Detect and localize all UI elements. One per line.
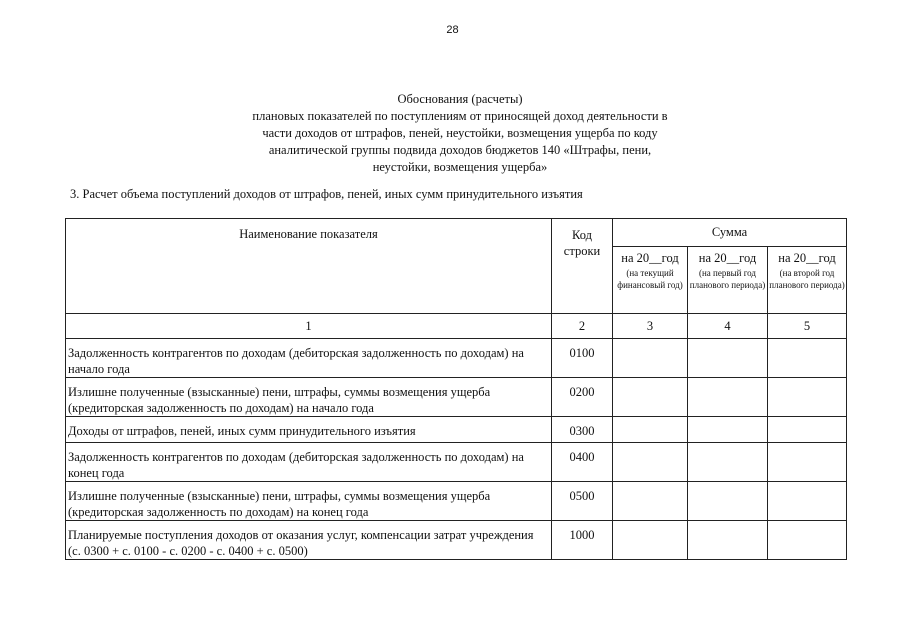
column-number: 4 [688,314,768,339]
row-code: 0200 [552,378,613,417]
year-note: (на первый год планового периода) [689,268,766,290]
row-label: Излишне полученные (взысканные) пени, штрафы, суммы возмещения ущерба (кредиторская задолженность по доходам) на конец года [66,482,552,521]
column-header-year-current [613,247,688,314]
title-line: Обоснования (расчеты) [397,92,523,106]
column-header-year-second-plan [768,247,847,314]
column-number: 3 [613,314,688,339]
table-row [66,417,847,443]
title-line: неустойки, возмещения ущерба» [372,160,548,174]
value-cell [768,339,847,378]
column-header-code [552,219,613,314]
value-cell [768,378,847,417]
value-cell [768,521,847,560]
row-label: Доходы от штрафов, пеней, иных сумм принудительного изъятия [66,417,552,443]
document-title [180,91,740,176]
table-row [66,521,847,560]
title-line: части доходов от штрафов, пеней, неустойки, возмещения ущерба по коду [262,126,658,140]
code-header-line: строки [563,244,601,258]
value-cell [613,339,688,378]
column-header-name: Наименование показателя [66,219,552,314]
row-code: 0500 [552,482,613,521]
calculation-table [65,218,847,560]
row-code: 0300 [552,417,613,443]
year-label: на 20__год [698,251,757,265]
value-cell [768,443,847,482]
row-label: Излишне полученные (взысканные) пени, штрафы, суммы возмещения ущерба (кредиторская задолженность по доходам) на начало года [66,378,552,417]
value-cell [613,482,688,521]
title-line: аналитической группы подвида доходов бюджетов 140 «Штрафы, пени, [268,143,652,157]
year-label: на 20__год [621,251,679,265]
year-note: (на текущий финансовый год) [617,268,683,290]
value-cell [613,521,688,560]
row-code: 0100 [552,339,613,378]
column-header-year-first-plan [688,247,768,314]
value-cell [688,443,768,482]
row-label: Планируемые поступления доходов от оказания услуг, компенсации затрат учреждения (с. 0300 + с. 0100 - с. 0200 - с. 0400 + с. 0500) [66,521,552,560]
table-header-row [66,219,847,247]
value-cell [688,521,768,560]
table-row [66,482,847,521]
table-row [66,443,847,482]
value-cell [613,417,688,443]
page-number: 28 [446,24,459,36]
table-row [66,378,847,417]
row-label: Задолженность контрагентов по доходам (дебиторская задолженность по доходам) на конец года [66,443,552,482]
section-heading: 3. Расчет объема поступлений доходов от штрафов, пеней, иных сумм принудительного изъятия [70,187,583,201]
column-number-row [66,314,847,339]
value-cell [768,417,847,443]
column-number: 5 [768,314,847,339]
value-cell [768,482,847,521]
year-label: на 20__год [778,251,836,265]
table-row [66,339,847,378]
column-header-sum: Сумма [613,219,847,247]
row-label: Задолженность контрагентов по доходам (дебиторская задолженность по доходам) на начало года [66,339,552,378]
column-number: 2 [552,314,613,339]
title-line: плановых показателей по поступлениям от приносящей доход деятельности в [252,109,668,123]
value-cell [613,443,688,482]
row-code: 1000 [552,521,613,560]
row-code: 0400 [552,443,613,482]
year-note: (на второй год планового периода) [769,268,845,290]
column-number: 1 [66,314,552,339]
value-cell [688,417,768,443]
code-header-line: Код [572,228,592,242]
value-cell [613,378,688,417]
value-cell [688,378,768,417]
value-cell [688,339,768,378]
value-cell [688,482,768,521]
